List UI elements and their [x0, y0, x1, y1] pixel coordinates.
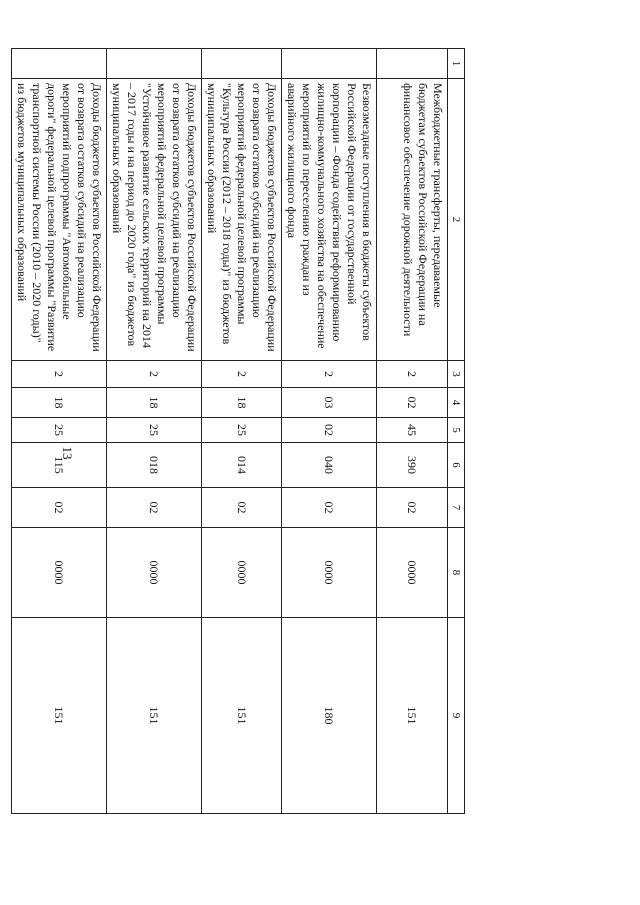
code-cell-5: 02 [282, 418, 377, 443]
code-cell-3: 2 [202, 361, 282, 388]
code-cell-8: 0000 [12, 528, 107, 618]
table-row [12, 49, 107, 814]
header-row [448, 49, 465, 814]
code-cell-6: 018 [107, 443, 202, 488]
column-header-8: 8 [448, 528, 465, 618]
budget-classification-table [11, 48, 465, 814]
code-cell-6: 040 [282, 443, 377, 488]
code-cell-9: 151 [377, 618, 448, 814]
column-header-9: 9 [448, 618, 465, 814]
row-number-cell [107, 49, 202, 79]
code-cell-8: 0000 [377, 528, 448, 618]
code-cell-9: 151 [107, 618, 202, 814]
column-header-6: 6 [448, 443, 465, 488]
code-cell-7: 02 [107, 488, 202, 528]
code-cell-4: 03 [282, 388, 377, 418]
row-number-cell [12, 49, 107, 79]
code-cell-8: 0000 [107, 528, 202, 618]
code-cell-4: 18 [107, 388, 202, 418]
code-cell-7: 02 [282, 488, 377, 528]
table-row [202, 49, 282, 814]
description-cell: Безвозмездные поступления в бюджеты субъектов Российской Федерации от государственной корпорации – Фонда содействия реформированию жилищно-коммунального хозяйства на обеспечение мероприятий по переселению граждан из аварийного жилищного фонда [282, 79, 377, 361]
row-number-cell [202, 49, 282, 79]
description-cell: Доходы бюджетов субъектов Российской Федерации от возврата остатков субсидий на реализацию мероприятий подпрограммы "Автомобильные дороги" федеральной целевой программы "Развитие транспортной системы России (2010 – 2020 годы)" из бюджетов муниципальных образований [12, 79, 107, 361]
code-cell-9: 180 [282, 618, 377, 814]
code-cell-4: 02 [377, 388, 448, 418]
column-header-7: 7 [448, 488, 465, 528]
page-number: 13 [60, 446, 75, 460]
code-cell-7: 02 [202, 488, 282, 528]
code-cell-3: 2 [107, 361, 202, 388]
column-header-2: 2 [448, 79, 465, 361]
code-cell-3: 2 [377, 361, 448, 388]
code-cell-4: 18 [12, 388, 107, 418]
row-number-cell [282, 49, 377, 79]
code-cell-6: 115 [12, 443, 107, 488]
table-row [377, 49, 448, 814]
code-cell-5: 45 [377, 418, 448, 443]
code-cell-5: 25 [12, 418, 107, 443]
code-cell-6: 014 [202, 443, 282, 488]
column-header-5: 5 [448, 418, 465, 443]
description-cell: Межбюджетные трансферты, передаваемые бюджетам субъектов Российской Федерации на финансовое обеспечение дорожной деятельности [377, 79, 448, 361]
code-cell-5: 25 [107, 418, 202, 443]
code-cell-5: 25 [202, 418, 282, 443]
table-row [282, 49, 377, 814]
code-cell-9: 151 [12, 618, 107, 814]
code-cell-9: 151 [202, 618, 282, 814]
code-cell-4: 18 [202, 388, 282, 418]
row-number-cell [377, 49, 448, 79]
table-row [107, 49, 202, 814]
column-header-3: 3 [448, 361, 465, 388]
code-cell-7: 02 [377, 488, 448, 528]
description-cell: Доходы бюджетов субъектов Российской Федерации от возврата остатков субсидий на реализацию мероприятий федеральной целевой программы "Устойчивое развитие сельских территорий на 2014 – 2017 годы и на период до 2020 года" из бюджетов муниципальных образований [107, 79, 202, 361]
code-cell-8: 0000 [202, 528, 282, 618]
code-cell-3: 2 [12, 361, 107, 388]
column-header-1: 1 [448, 49, 465, 79]
code-cell-3: 2 [282, 361, 377, 388]
code-cell-7: 02 [12, 488, 107, 528]
description-cell: Доходы бюджетов субъектов Российской Федерации от возврата остатков субсидий на реализацию мероприятий федеральной целевой программы "Культура России (2012 – 2018 годы)" из бюджетов муниципальных образований [202, 79, 282, 361]
column-header-4: 4 [448, 388, 465, 418]
code-cell-6: 390 [377, 443, 448, 488]
code-cell-8: 0000 [282, 528, 377, 618]
